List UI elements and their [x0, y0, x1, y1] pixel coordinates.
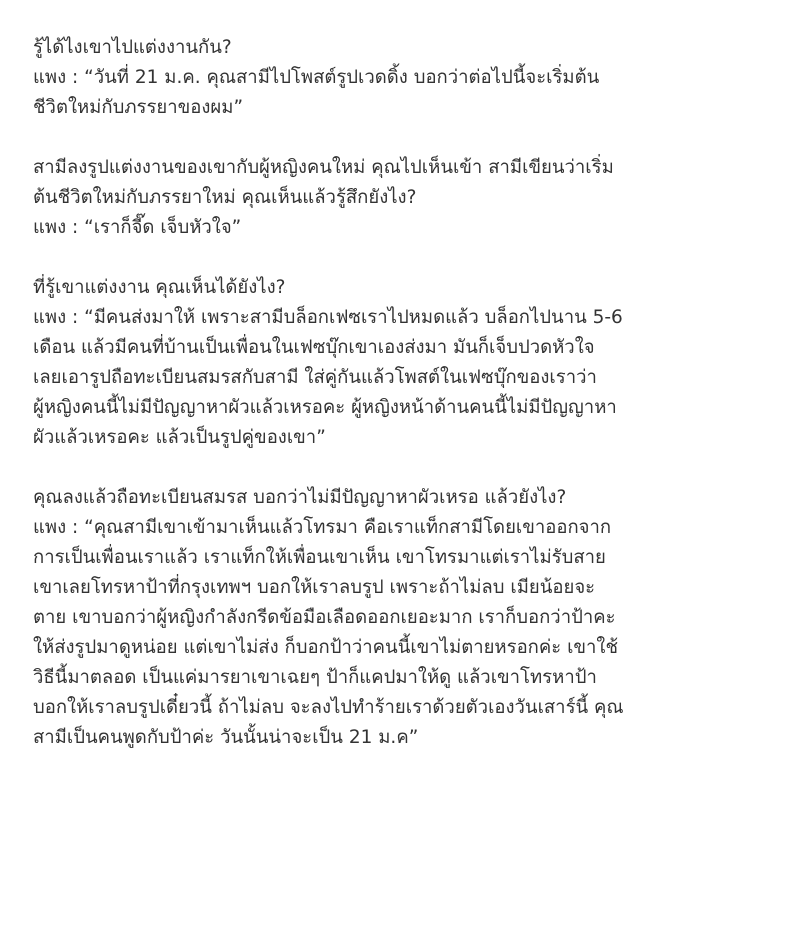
qa-block — [33, 33, 773, 123]
paragraph-gap — [33, 453, 773, 483]
answer-text: การเป็นเพื่อนเราแล้ว เราแท็กให้เพื่อนเขาเห็น เขาโทรมาแต่เราไม่รับสาย — [33, 547, 606, 568]
answer-text: วิธีนี้มาตลอด เป็นแค่มารยาเขาเฉยๆ ป้าก็แคปมาให้ดู แล้วเขาโทรหาป้า — [33, 667, 597, 688]
answer-text: ผัวแล้วเหรอคะ แล้วเป็นรูปคู่ของเขา” — [33, 427, 326, 448]
answer-text: แพง : “เราก็จี๊ด เจ็บหัวใจ” — [33, 217, 242, 238]
answer-text: ชีวิตใหม่กับภรรยาของผม” — [33, 97, 244, 118]
paragraph-gap — [33, 123, 773, 153]
answer-text: เขาเลยโทรหาป้าที่กรุงเทพฯ บอกให้เราลบรูป เพราะถ้าไม่ลบ เมียน้อยจะ — [33, 577, 596, 598]
answer-text: สามีเป็นคนพูดกับป้าค่ะ วันนั้นน่าจะเป็น 21 ม.ค” — [33, 727, 419, 748]
answer-text: ผู้หญิงคนนี้ไม่มีปัญญาหาผัวแล้วเหรอคะ ผู้หญิงหน้าด้านคนนี้ไม่มีปัญญาหา — [33, 397, 617, 418]
question-text: สามีลงรูปแต่งงานของเขากับผู้หญิงคนใหม่ คุณไปเห็นเข้า สามีเขียนว่าเริ่ม — [33, 157, 614, 178]
question-text: คุณลงแล้วถือทะเบียนสมรส บอกว่าไม่มีปัญญาหาผัวเหรอ แล้วยังไง? — [33, 487, 567, 508]
article-body — [33, 33, 773, 753]
answer-text: แพง : “มีคนส่งมาให้ เพราะสามีบล็อกเฟซเราไปหมดแล้ว บล็อกไปนาน 5-6 — [33, 307, 623, 328]
answer-text: แพง : “คุณสามีเขาเข้ามาเห็นแล้วโทรมา คือเราแท็กสามีโดยเขาออกจาก — [33, 517, 612, 538]
qa-block — [33, 153, 773, 243]
qa-block — [33, 273, 773, 453]
question-text: ต้นชีวิตใหม่กับภรรยาใหม่ คุณเห็นแล้วรู้สึกยังไง? — [33, 187, 417, 208]
answer-text: เลยเอารูปถือทะเบียนสมรสกับสามี ใส่คู่กันแล้วโพสต์ในเฟซบุ๊กของเราว่า — [33, 367, 597, 388]
question-text: ที่รู้เขาแต่งงาน คุณเห็นได้ยังไง? — [33, 277, 286, 298]
answer-text: แพง : “วันที่ 21 ม.ค. คุณสามีไปโพสต์รูปเวดดิ้ง บอกว่าต่อไปนี้จะเริ่มต้น — [33, 67, 600, 88]
paragraph-gap — [33, 243, 773, 273]
answer-text: บอกให้เราลบรูปเดี๋ยวนี้ ถ้าไม่ลบ จะลงไปทำร้ายเราด้วยตัวเองวันเสาร์นี้ คุณ — [33, 697, 624, 718]
qa-block — [33, 483, 773, 753]
answer-text: ให้ส่งรูปมาดูหน่อย แต่เขาไม่ส่ง ก็บอกป้าว่าคนนี้เขาไม่ตายหรอกค่ะ เขาใช้ — [33, 637, 619, 658]
answer-text: ตาย เขาบอกว่าผู้หญิงกำลังกรีดข้อมือเลือดออกเยอะมาก เราก็บอกว่าป้าคะ — [33, 607, 616, 628]
answer-text: เดือน แล้วมีคนที่บ้านเป็นเพื่อนในเฟซบุ๊กเขาเองส่งมา มันก็เจ็บปวดหัวใจ — [33, 337, 595, 358]
question-text: รู้ได้ไงเขาไปแต่งงานกัน? — [33, 37, 232, 58]
